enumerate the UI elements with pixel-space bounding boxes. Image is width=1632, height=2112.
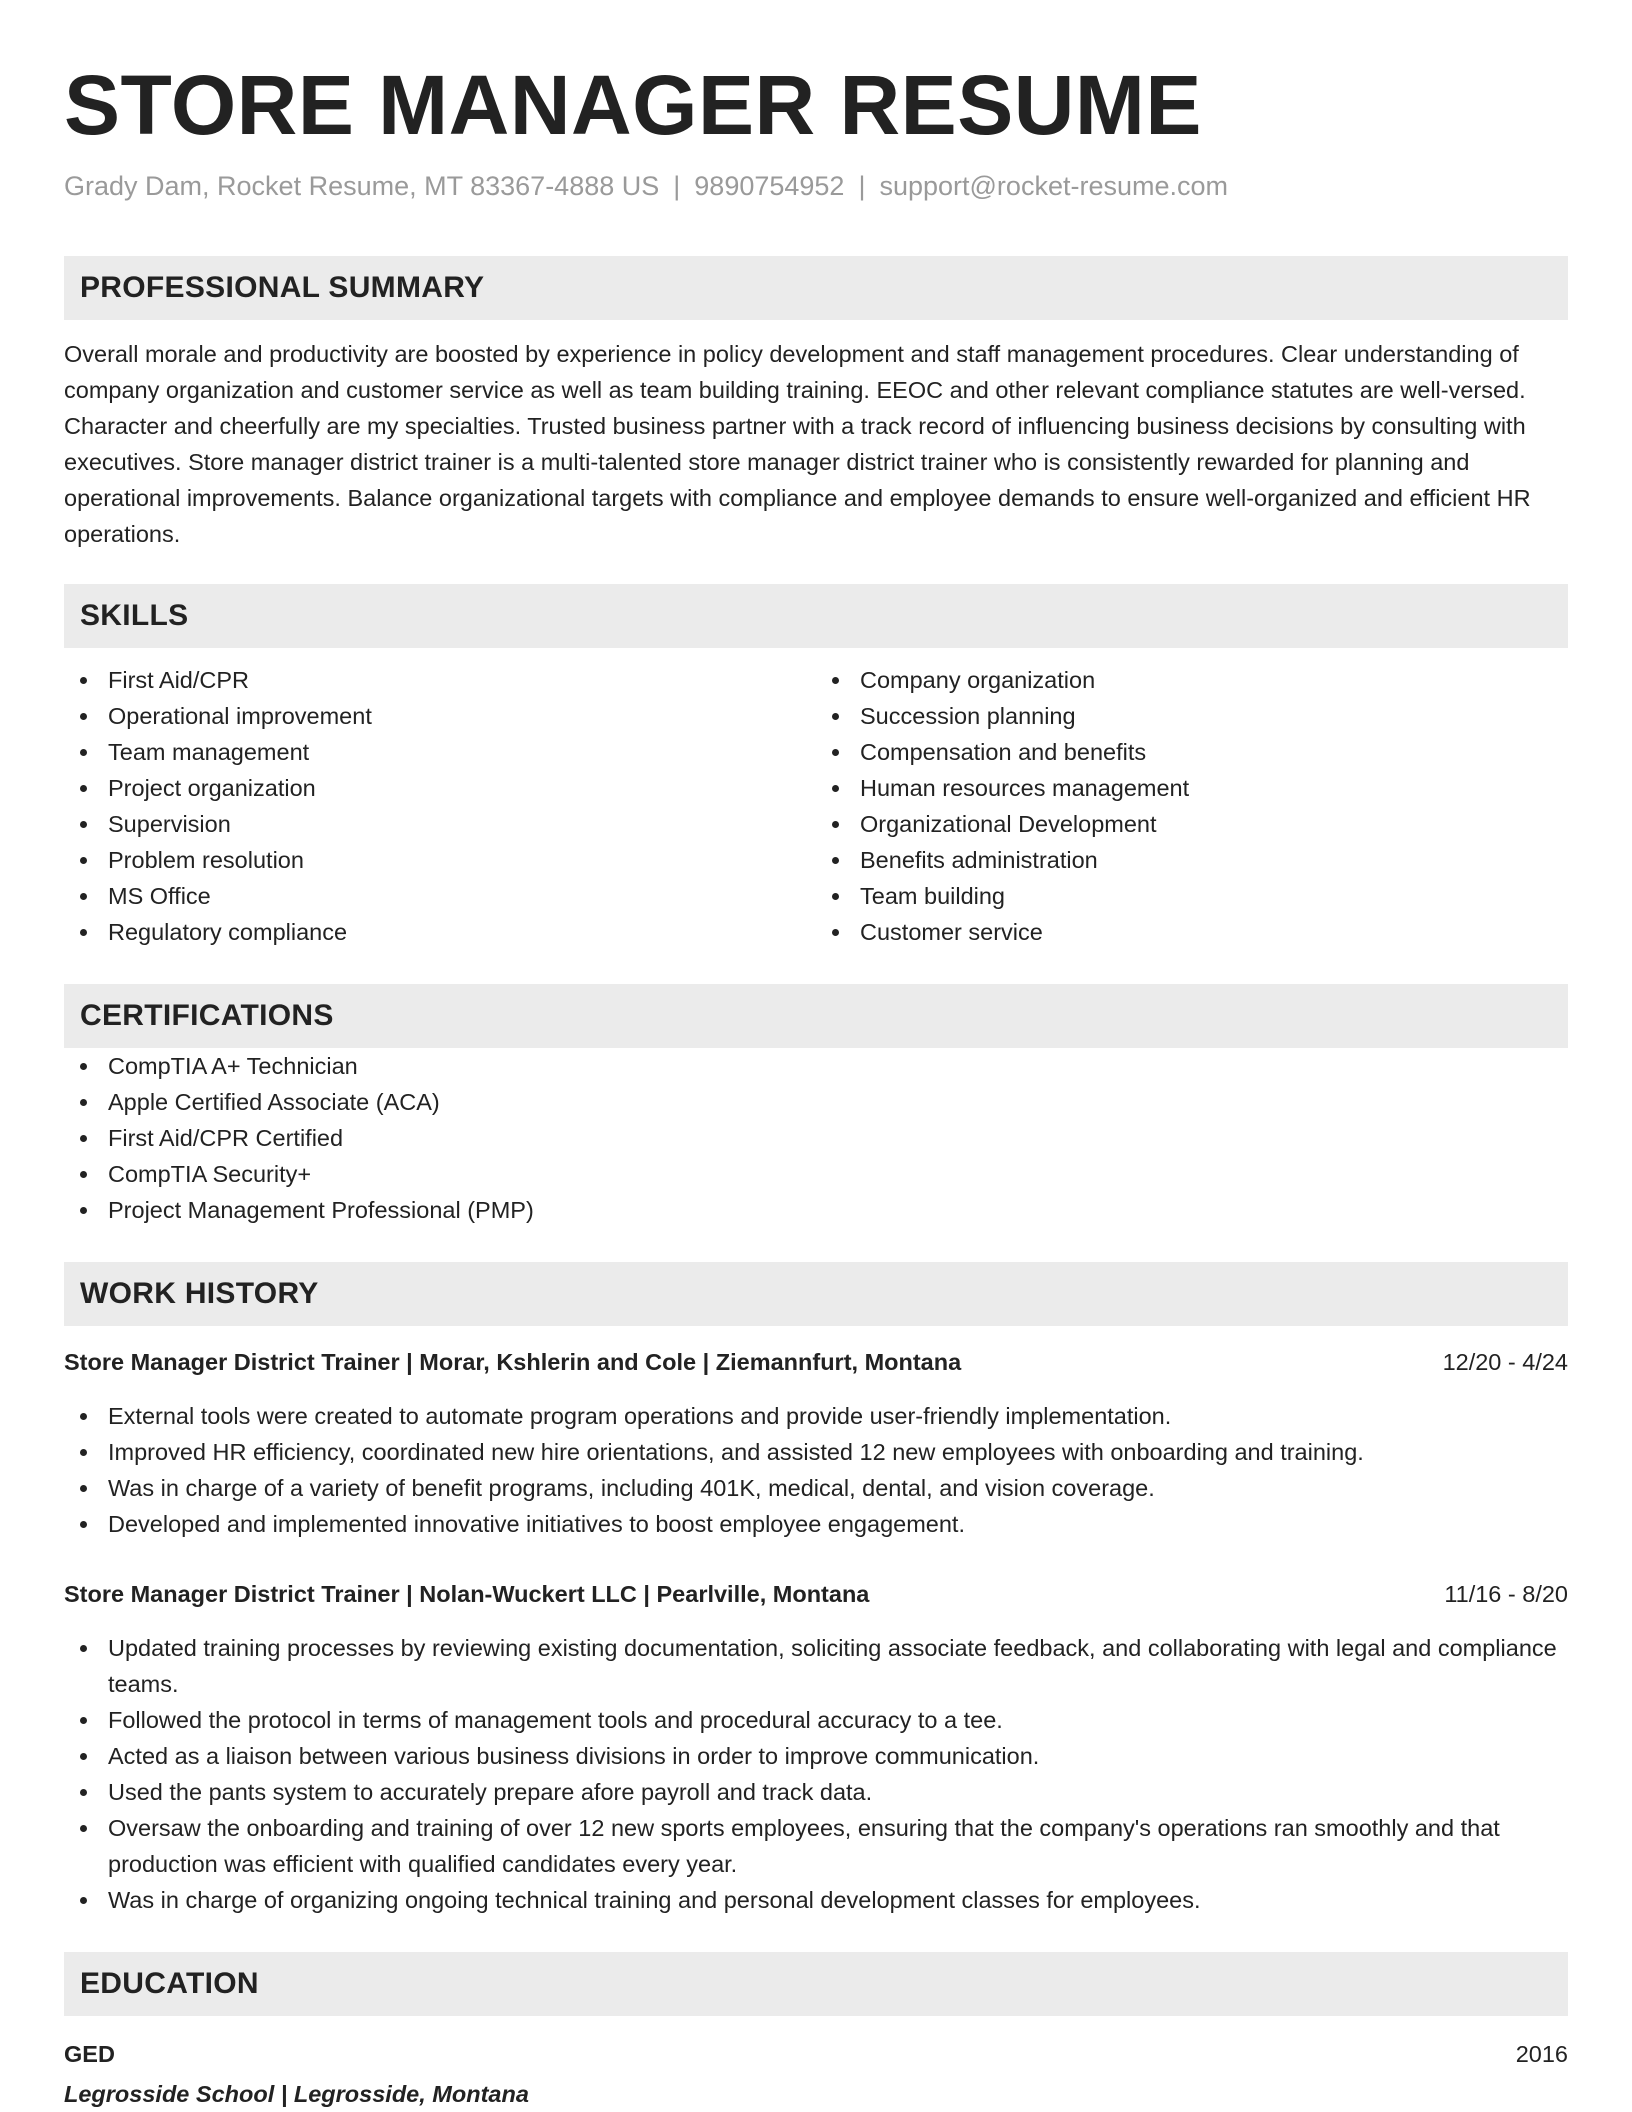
certification-item: First Aid/CPR Certified (64, 1120, 1568, 1156)
skill-item: Problem resolution (64, 842, 816, 878)
contact-separator: | (673, 171, 681, 201)
certification-item: CompTIA A+ Technician (64, 1048, 1568, 1084)
summary-text: Overall morale and productivity are boosted by experience in policy development and staff management procedures. Clear understanding of company organization and customer service as well as team building training. EEOC and other relevant compliance statutes are well-versed. Character and cheerfully are my specialties. Trusted business partner with a track record of influencing business decisions by consulting with executives. Store manager district trainer is a multi-talented store manager district trainer who is consistently rewarded for planning and operational improvements. Balance organizational targets with compliance and employee demands to ensure well-organized and efficient HR operations. (64, 341, 1531, 547)
job-header (64, 1576, 1568, 1612)
skills-columns (64, 662, 1568, 950)
skill-item: Customer service (816, 914, 1568, 950)
job-bullet: Was in charge of organizing ongoing technical training and personal development classes for employees. (64, 1882, 1568, 1918)
skill-item: Company organization (816, 662, 1568, 698)
job-bullet: Oversaw the onboarding and training of over 12 new sports employees, ensuring that the company's operations ran smoothly and that production was efficient with qualified candidates every year. (64, 1810, 1568, 1882)
skill-item: Team building (816, 878, 1568, 914)
job-bullet: External tools were created to automate program operations and provide user-friendly implementation. (64, 1398, 1568, 1434)
skills-list-left (64, 662, 816, 950)
section-heading-skills: SKILLS (64, 584, 1568, 648)
education-school: Legrosside School | Legrosside, Montana (64, 2081, 529, 2107)
skill-item: Human resources management (816, 770, 1568, 806)
skill-item: MS Office (64, 878, 816, 914)
skill-item: First Aid/CPR (64, 662, 816, 698)
contact-separator: | (858, 171, 866, 201)
skill-item: Supervision (64, 806, 816, 842)
section-heading-education: EDUCATION (64, 1952, 1568, 2016)
job-bullets (64, 1630, 1568, 1918)
job-title: Store Manager District Trainer | Morar, Kshlerin and Cole | Ziemannfurt, Montana (64, 1349, 962, 1375)
job-bullet: Updated training processes by reviewing existing documentation, soliciting associate feedback, and collaborating with legal and compliance teams. (64, 1630, 1568, 1702)
job-bullet: Followed the protocol in terms of management tools and procedural accuracy to a tee. (64, 1702, 1568, 1738)
certifications-list (64, 1048, 1568, 1228)
certification-item: Project Management Professional (PMP) (64, 1192, 1568, 1228)
section-heading-summary: PROFESSIONAL SUMMARY (64, 256, 1568, 320)
job-bullet: Developed and implemented innovative initiatives to boost employee engagement. (64, 1506, 1568, 1542)
job-bullet: Acted as a liaison between various business divisions in order to improve communication. (64, 1738, 1568, 1774)
resume-title: STORE MANAGER RESUME (64, 58, 1202, 152)
section-heading-work-history: WORK HISTORY (64, 1262, 1568, 1326)
job-dates: 12/20 - 4/24 (1442, 1349, 1568, 1375)
skill-item: Benefits administration (816, 842, 1568, 878)
contact-phone: 9890754952 (694, 171, 845, 201)
skill-item: Team management (64, 734, 816, 770)
section-heading-certifications: CERTIFICATIONS (64, 984, 1568, 1048)
skill-item: Regulatory compliance (64, 914, 816, 950)
certification-item: Apple Certified Associate (ACA) (64, 1084, 1568, 1120)
skill-item: Organizational Development (816, 806, 1568, 842)
skills-list-right (816, 662, 1568, 950)
contact-line (64, 168, 1568, 204)
job-dates: 11/16 - 8/20 (1444, 1581, 1568, 1607)
skill-item: Succession planning (816, 698, 1568, 734)
job-bullets (64, 1398, 1568, 1542)
education-entry (64, 2036, 1568, 2112)
job-title: Store Manager District Trainer | Nolan-Wuckert LLC | Pearlville, Montana (64, 1581, 870, 1607)
skill-item: Operational improvement (64, 698, 816, 734)
skill-item: Compensation and benefits (816, 734, 1568, 770)
education-degree: GED (64, 2041, 115, 2067)
skill-item: Project organization (64, 770, 816, 806)
education-year: 2016 (1515, 2041, 1568, 2067)
certification-item: CompTIA Security+ (64, 1156, 1568, 1192)
job-bullet: Improved HR efficiency, coordinated new hire orientations, and assisted 12 new employees with onboarding and training. (64, 1434, 1568, 1470)
contact-address: Grady Dam, Rocket Resume, MT 83367-4888 US (64, 171, 660, 201)
job-entry (64, 1344, 1568, 1542)
education-header (64, 2036, 1568, 2072)
job-header (64, 1344, 1568, 1380)
job-entry (64, 1576, 1568, 1918)
contact-email[interactable]: support@rocket-resume.com (879, 171, 1228, 201)
job-bullet: Used the pants system to accurately prepare afore payroll and track data. (64, 1774, 1568, 1810)
job-bullet: Was in charge of a variety of benefit programs, including 401K, medical, dental, and vision coverage. (64, 1470, 1568, 1506)
